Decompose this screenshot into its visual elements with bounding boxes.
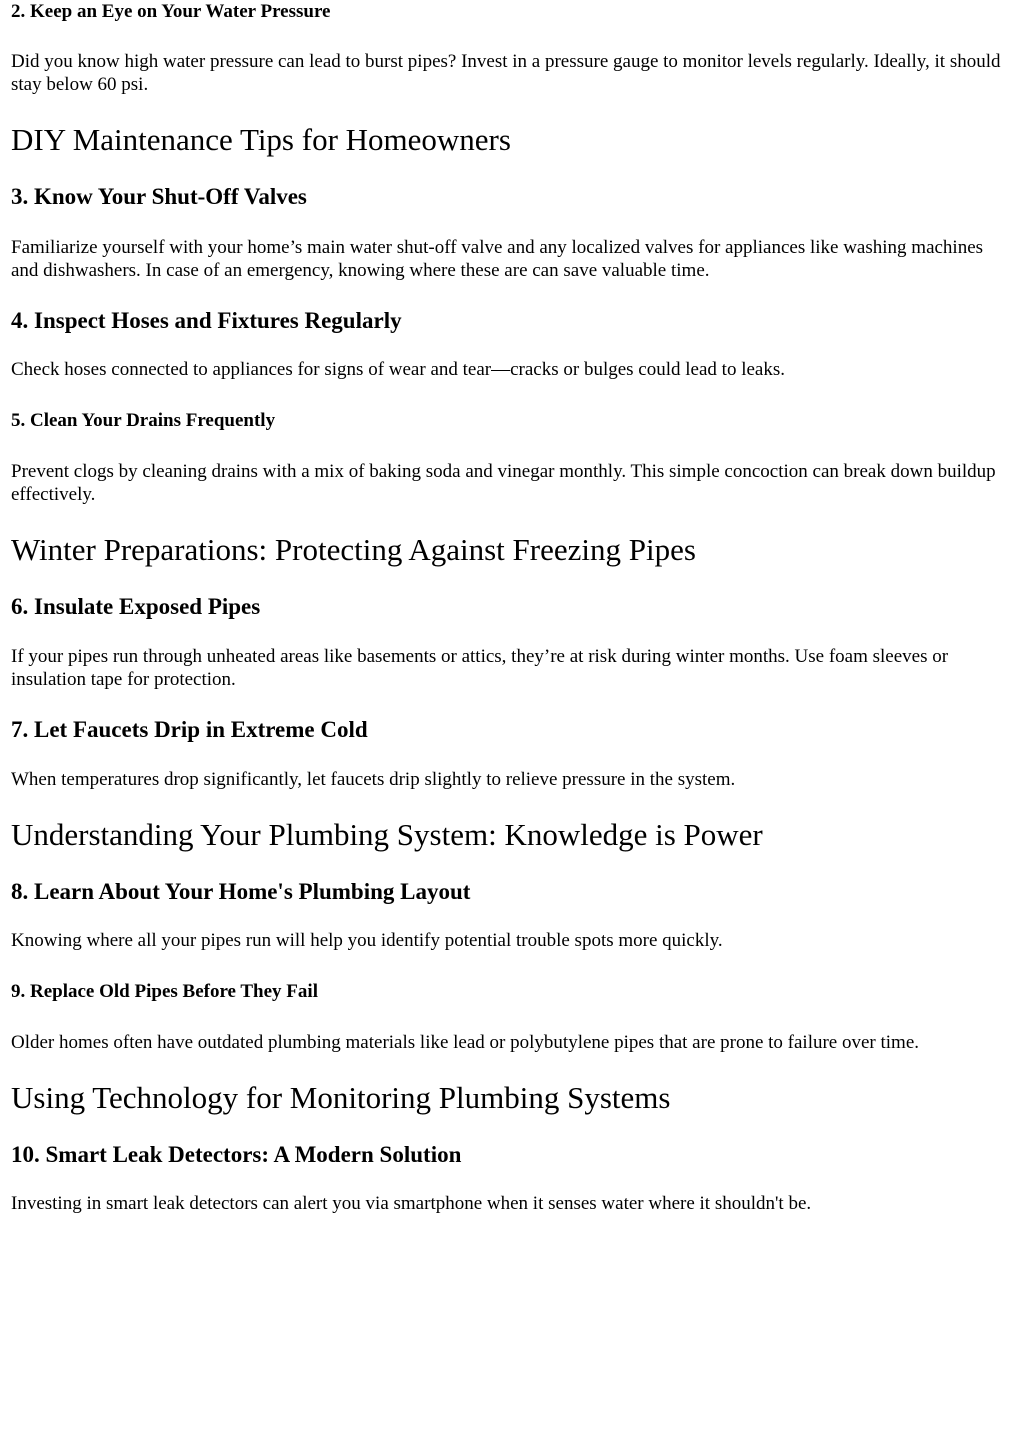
paragraph-shut-off-valves: Familiarize yourself with your home’s main water shut-off valve and any localized valves for appliances like washing machines and dishwashers. In case of an emergency, knowing where these are can save valuable time. — [11, 237, 984, 281]
paragraph-smart-leak-detectors: Investing in smart leak detectors can alert you via smartphone when it senses water where it shouldn't be. — [11, 1193, 812, 1214]
paragraph-let-faucets-drip: When temperatures drop significantly, let faucets drip slightly to relieve pressure in the system. — [11, 769, 736, 790]
heading-inspect-hoses: 4. Inspect Hoses and Fixtures Regularly — [11, 308, 402, 333]
heading-clean-drains: 5. Clean Your Drains Frequently — [11, 410, 276, 431]
heading-plumbing-layout: 8. Learn About Your Home's Plumbing Layout — [11, 879, 471, 904]
section-title-understanding-plumbing: Understanding Your Plumbing System: Knowledge is Power — [11, 817, 763, 852]
paragraph-water-pressure: Did you know high water pressure can lead to burst pipes? Invest in a pressure gauge to monitor levels regularly. Ideally, it should stay below 60 psi. — [11, 51, 1001, 95]
paragraph-plumbing-layout: Knowing where all your pipes run will help you identify potential trouble spots more quickly. — [11, 930, 723, 951]
heading-insulate-pipes: 6. Insulate Exposed Pipes — [11, 594, 261, 619]
heading-shut-off-valves: 3. Know Your Shut-Off Valves — [11, 184, 307, 209]
paragraph-replace-old-pipes: Older homes often have outdated plumbing materials like lead or polybutylene pipes that are prone to failure over time. — [11, 1032, 920, 1053]
heading-water-pressure: 2. Keep an Eye on Your Water Pressure — [11, 1, 331, 22]
paragraph-clean-drains: Prevent clogs by cleaning drains with a mix of baking soda and vinegar monthly. This simple concoction can break down buildup effectively. — [11, 461, 996, 505]
section-title-diy-maintenance: DIY Maintenance Tips for Homeowners — [11, 122, 511, 157]
heading-replace-old-pipes: 9. Replace Old Pipes Before They Fail — [11, 981, 318, 1002]
section-title-winter-preparations: Winter Preparations: Protecting Against Freezing Pipes — [11, 532, 696, 567]
section-title-using-technology: Using Technology for Monitoring Plumbing Systems — [11, 1080, 671, 1115]
heading-smart-leak-detectors: 10. Smart Leak Detectors: A Modern Solution — [11, 1142, 462, 1167]
paragraph-insulate-pipes: If your pipes run through unheated areas like basements or attics, they’re at risk during winter months. Use foam sleeves or insulation tape for protection. — [11, 646, 949, 690]
paragraph-inspect-hoses: Check hoses connected to appliances for signs of wear and tear—cracks or bulges could lead to leaks. — [11, 359, 785, 380]
heading-let-faucets-drip: 7. Let Faucets Drip in Extreme Cold — [11, 717, 368, 742]
